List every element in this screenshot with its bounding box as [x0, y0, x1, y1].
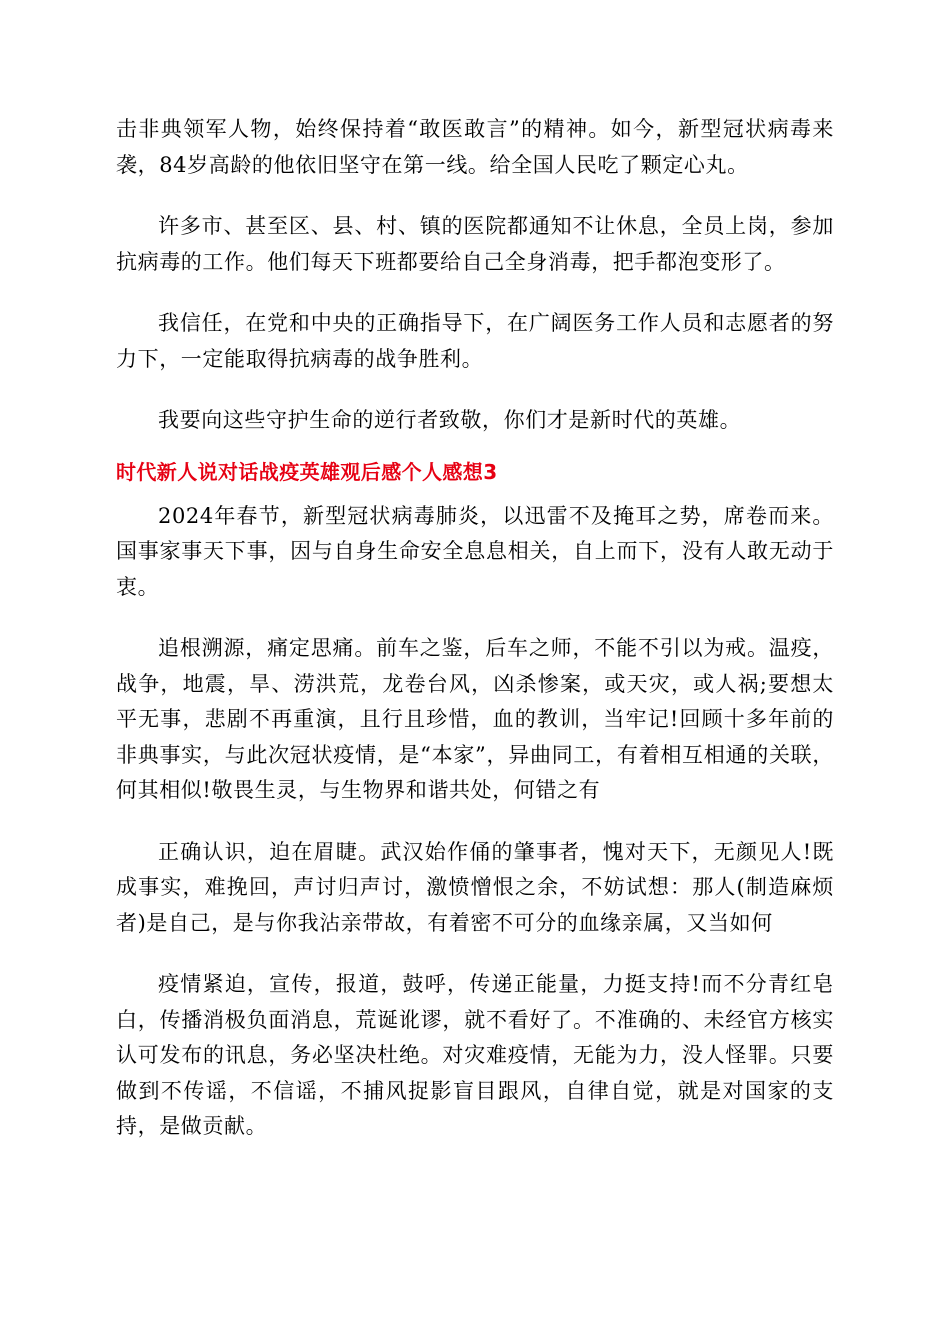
paragraph-hospitals: 许多市、甚至区、县、村、镇的医院都通知不让休息，全员上岗，参加抗病毒的工作。他们每天下班都要给自己全身消毒，把手都泡变形了。 — [116, 214, 834, 274]
paragraph-correct-understanding: 正确认识，迫在眉睫。武汉始作俑的肇事者，愧对天下，无颜见人!既成事实，难挽回，声讨归声讨，激愤憎恨之余，不妨试想：那人(制造麻烦者)是自己，是与你我沾亲带故，有着密不可分的血缘亲属，又当如何 — [116, 839, 834, 935]
paragraph-zhong-nanshan: 击非典领军人物，始终保持着“敢医敢言”的精神。如今，新型冠状病毒来袭，84岁高龄的他依旧坚守在第一线。给全国人民吃了颗定心丸。 — [116, 117, 834, 177]
paragraph-lessons: 追根溯源，痛定思痛。前车之鉴，后车之师，不能不引以为戒。温疫，战争，地震，旱、涝洪荒，龙卷台风，凶杀惨案，或天灾，或人祸;要想太平无事，悲剧不再重演，且行且珍惜，血的教训，当牢记!回顾十多年前的非典事实，与此次冠状疫情，是“本家”，异曲同工，有着相互相通的关联，何其相似!敬畏生灵，与生物界和谐共处，何错之有 — [116, 636, 834, 802]
paragraph-no-rumors: 疫情紧迫，宣传，报道，鼓呼，传递正能量，力挺支持!而不分青红皂白，传播消极负面消息，荒诞讹谬，就不看好了。不准确的、未经官方核实认可发布的讯息，务必坚决杜绝。对灾难疫情，无能为力，没人怪罪。只要做到不传谣，不信谣，不捕风捉影盲目跟风，自律自觉，就是对国家的支持，是做贡献。 — [116, 972, 834, 1138]
paragraph-spring-festival: 2024年春节，新型冠状病毒肺炎，以迅雷不及掩耳之势，席卷而来。国事家事天下事，因与自身生命安全息息相关，自上而下，没有人敢无动于衷。 — [116, 503, 834, 599]
section-heading: 时代新人说对话战疫英雄观后感个人感想3 — [116, 459, 498, 484]
paragraph-confidence: 我信任，在党和中央的正确指导下，在广阔医务工作人员和志愿者的努力下，一定能取得抗病毒的战争胜利。 — [116, 311, 834, 371]
paragraph-salute: 我要向这些守护生命的逆行者致敬，你们才是新时代的英雄。 — [158, 408, 742, 432]
